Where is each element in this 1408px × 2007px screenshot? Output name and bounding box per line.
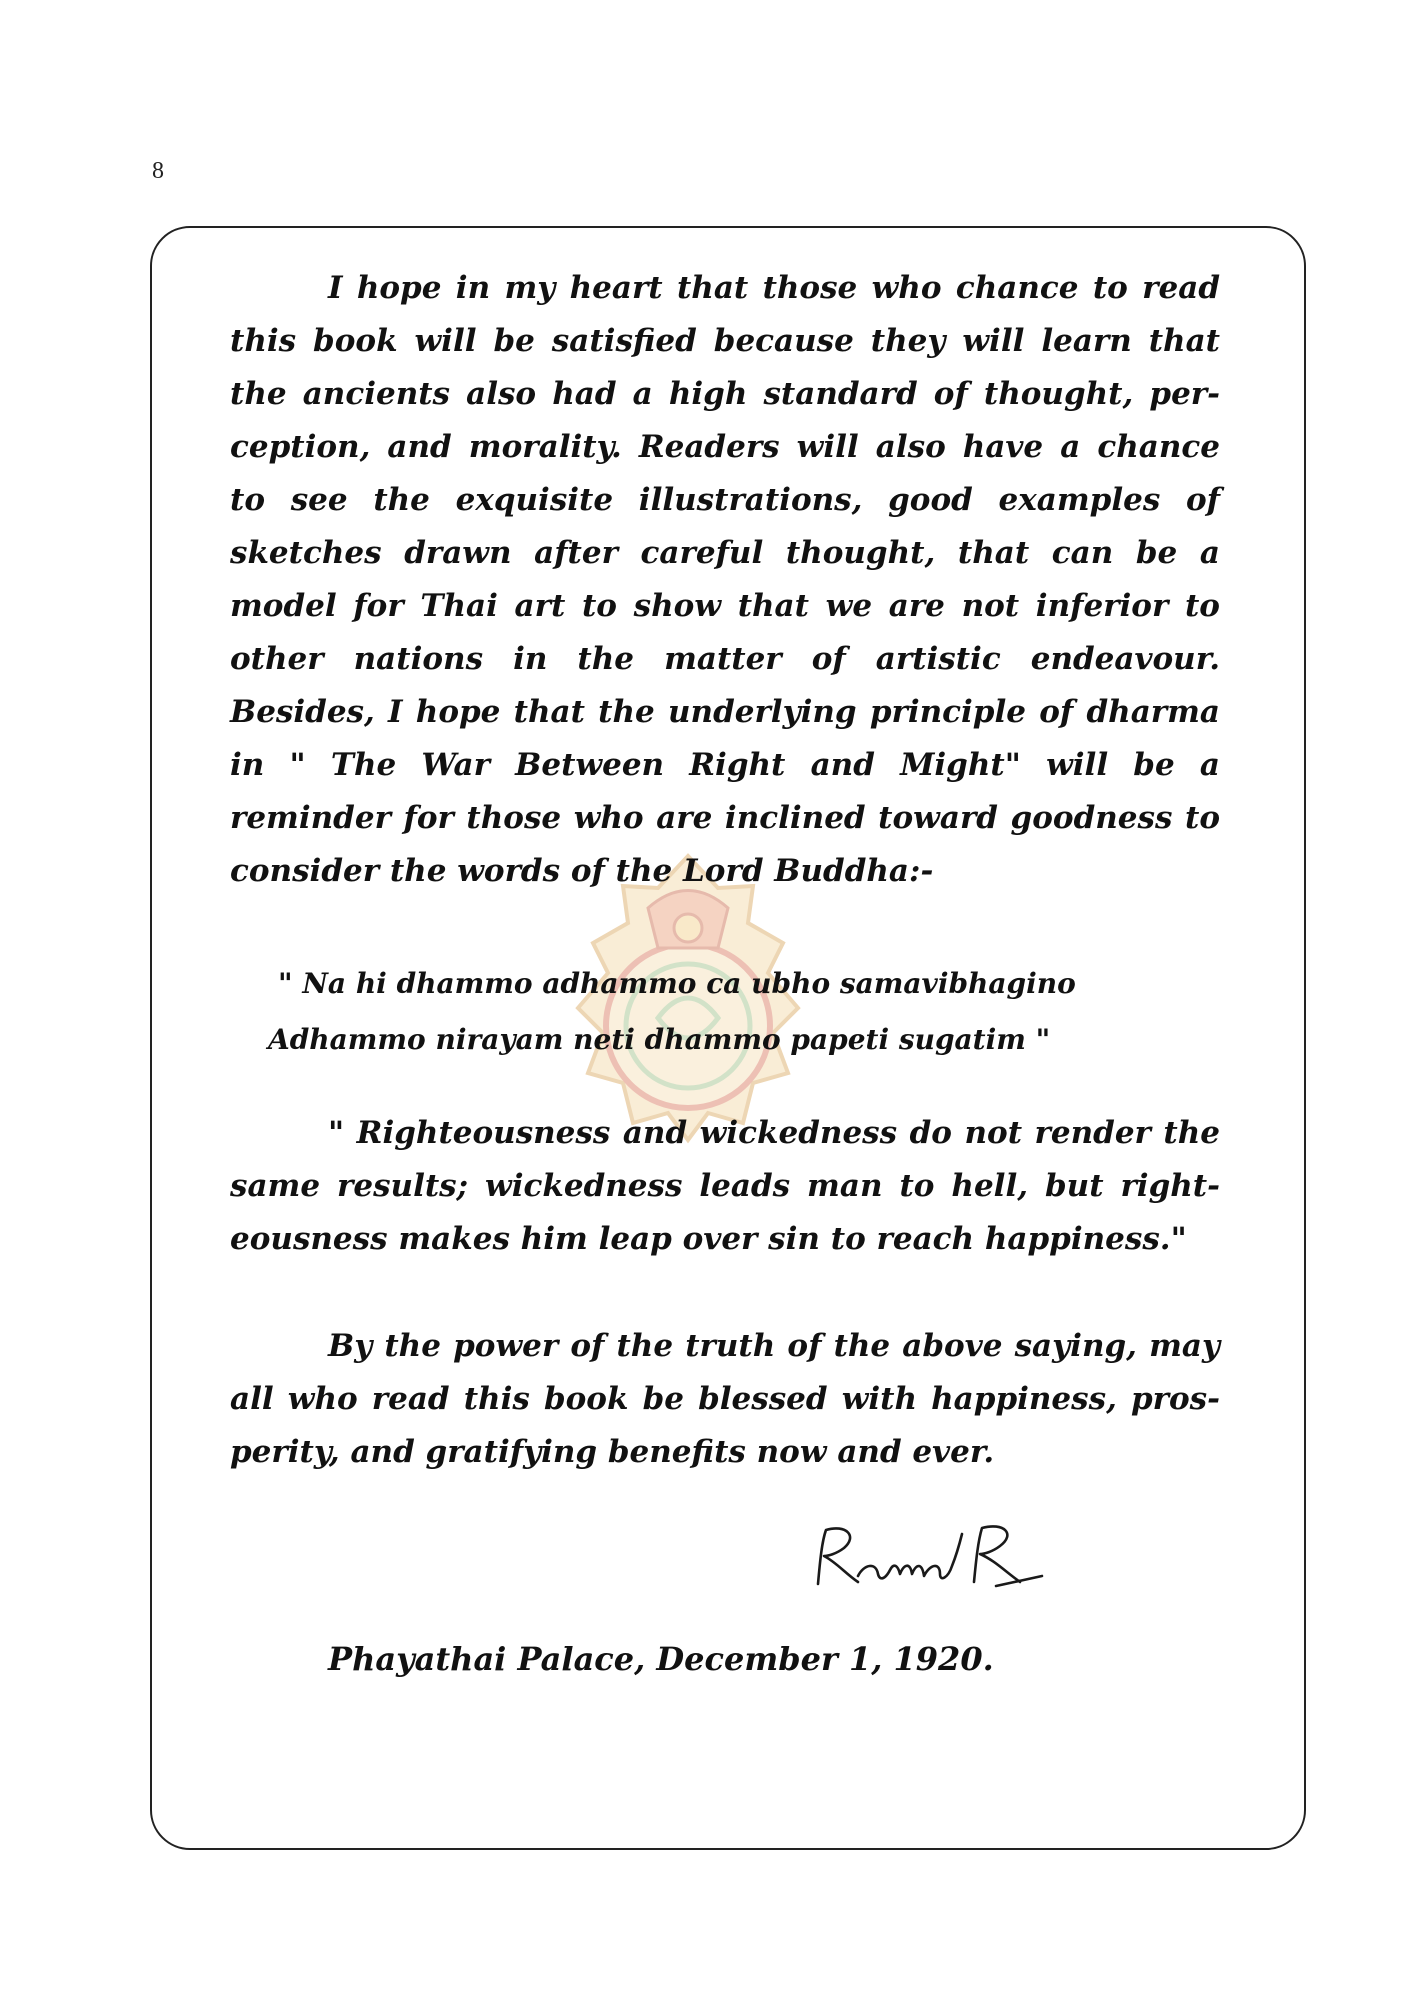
paragraph-line: in " The War Between Right and Might" will be a [230,747,1220,783]
translation-paragraph [230,1107,1220,1266]
paragraph-line: to see the exquisite illustrations, good examples of [230,482,1220,518]
place-and-date: Phayathai Palace, December 1, 1920. [328,1640,994,1678]
pali-quote-line-2: Adhammo nirayam neti dhammo papeti sugatim " [268,1023,1051,1056]
translation-line: " Righteousness and wickedness do not render the [328,1115,1220,1151]
paragraph-line: the ancients also had a high standard of thought, per- [230,376,1220,412]
paragraph-line: reminder for those who are inclined toward goodness to [230,800,1220,836]
translation-line: eousness makes him leap over sin to reach happiness." [230,1221,1187,1257]
blessing-line: all who read this book be blessed with happiness, pros- [230,1381,1220,1417]
paragraph-line: consider the words of the Lord Buddha:- [230,853,934,889]
pali-quote-line-1: " Na hi dhammo adhammo ca ubho samavibhagino [278,967,1076,1000]
signature-icon [806,1516,1056,1596]
blessing-paragraph [230,1320,1220,1479]
page-number: 8 [152,158,164,184]
opening-paragraph [230,262,1220,898]
blessing-line: By the power of the truth of the above saying, may [328,1328,1220,1364]
paragraph-line: ception, and morality. Readers will also have a chance [230,429,1220,465]
blessing-line: perity, and gratifying benefits now and ever. [230,1434,995,1470]
translation-line: same results; wickedness leads man to hell, but right- [230,1168,1220,1204]
paragraph-line: model for Thai art to show that we are not inferior to [230,588,1220,624]
paragraph-line: I hope in my heart that those who chance to read [328,270,1220,306]
paragraph-line: sketches drawn after careful thought, that can be a [230,535,1220,571]
paragraph-line: this book will be satisfied because they will learn that [230,323,1220,359]
paragraph-line: Besides, I hope that the underlying principle of dharma [230,694,1220,730]
paragraph-line: other nations in the matter of artistic endeavour. [230,641,1220,677]
